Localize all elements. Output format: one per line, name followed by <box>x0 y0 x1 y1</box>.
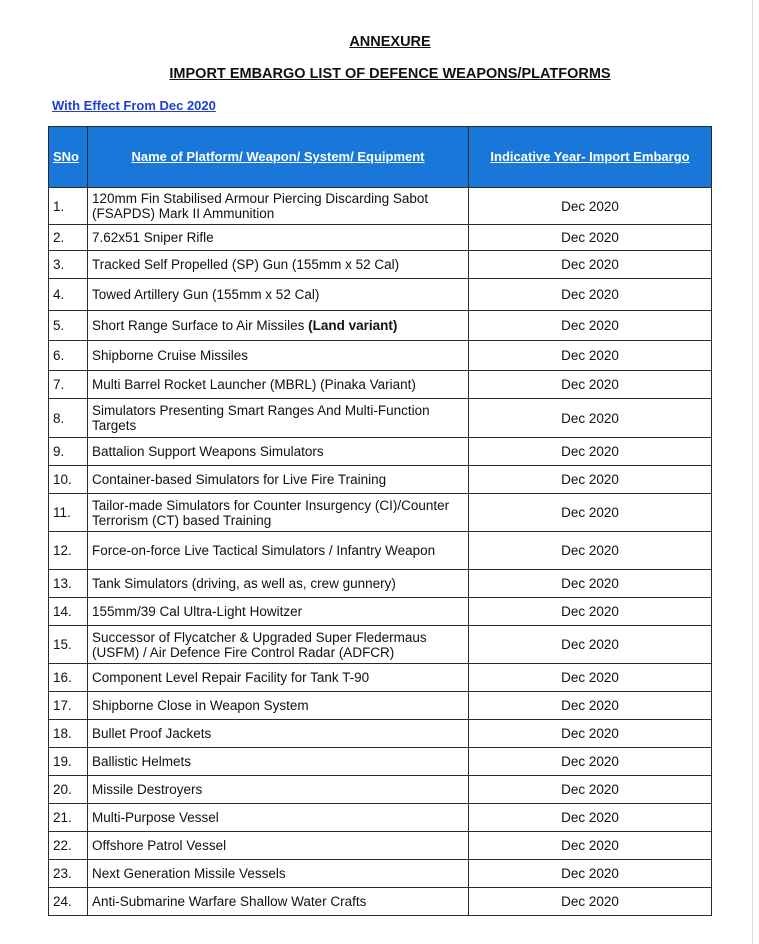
row-year: Dec 2020 <box>469 532 712 570</box>
row-name: Component Level Repair Facility for Tank T-90 <box>88 664 469 692</box>
table-row <box>49 860 712 888</box>
row-year: Dec 2020 <box>469 371 712 399</box>
row-sn: 20. <box>49 776 88 804</box>
row-year: Dec 2020 <box>469 279 712 311</box>
row-sn: 16. <box>49 664 88 692</box>
table-row <box>49 279 712 311</box>
row-sn: 23. <box>49 860 88 888</box>
row-year: Dec 2020 <box>469 832 712 860</box>
row-year: Dec 2020 <box>469 692 712 720</box>
row-name: Tank Simulators (driving, as well as, crew gunnery) <box>88 570 469 598</box>
row-name: Multi Barrel Rocket Launcher (MBRL) (Pinaka Variant) <box>88 371 469 399</box>
table-row <box>49 251 712 279</box>
row-year: Dec 2020 <box>469 399 712 438</box>
row-name: 7.62x51 Sniper Rifle <box>88 225 469 251</box>
row-year: Dec 2020 <box>469 438 712 466</box>
table-row <box>49 570 712 598</box>
row-name: Multi-Purpose Vessel <box>88 804 469 832</box>
table-row <box>49 311 712 341</box>
row-year: Dec 2020 <box>469 494 712 532</box>
row-year: Dec 2020 <box>469 776 712 804</box>
row-sn: 22. <box>49 832 88 860</box>
row-year: Dec 2020 <box>469 748 712 776</box>
table-row <box>49 804 712 832</box>
table-row <box>49 598 712 626</box>
header-name: Name of Platform/ Weapon/ System/ Equipment <box>88 127 469 188</box>
row-year: Dec 2020 <box>469 720 712 748</box>
row-name-text: Short Range Surface to Air Missiles <box>92 318 309 333</box>
row-name: Anti-Submarine Warfare Shallow Water Crafts <box>88 888 469 916</box>
table-row <box>49 188 712 225</box>
row-name: 120mm Fin Stabilised Armour Piercing Discarding Sabot (FSAPDS) Mark II Ammunition <box>88 188 469 225</box>
row-sn: 1. <box>49 188 88 225</box>
row-name: Battalion Support Weapons Simulators <box>88 438 469 466</box>
table-header-row <box>49 127 712 188</box>
page-title: ANNEXURE <box>349 34 431 50</box>
row-sn: 3. <box>49 251 88 279</box>
row-name: Next Generation Missile Vessels <box>88 860 469 888</box>
table-row <box>49 341 712 371</box>
row-year: Dec 2020 <box>469 311 712 341</box>
row-sn: 15. <box>49 626 88 664</box>
row-sn: 8. <box>49 399 88 438</box>
table-row <box>49 494 712 532</box>
row-year: Dec 2020 <box>469 598 712 626</box>
table-row <box>49 748 712 776</box>
table-row <box>49 466 712 494</box>
table-row <box>49 626 712 664</box>
table-row <box>49 692 712 720</box>
table-row <box>49 532 712 570</box>
row-name: Successor of Flycatcher & Upgraded Super Fledermaus (USFM) / Air Defence Fire Control Radar (ADFCR) <box>88 626 469 664</box>
page-edge <box>752 0 753 944</box>
table-row <box>49 888 712 916</box>
row-name: Offshore Patrol Vessel <box>88 832 469 860</box>
row-year: Dec 2020 <box>469 225 712 251</box>
row-name: Force-on-force Live Tactical Simulators / Infantry Weapon <box>88 532 469 570</box>
row-year: Dec 2020 <box>469 466 712 494</box>
row-sn: 2. <box>49 225 88 251</box>
row-sn: 4. <box>49 279 88 311</box>
row-sn: 21. <box>49 804 88 832</box>
row-name: Tracked Self Propelled (SP) Gun (155mm x 52 Cal) <box>88 251 469 279</box>
row-year: Dec 2020 <box>469 626 712 664</box>
row-sn: 5. <box>49 311 88 341</box>
page-subtitle: IMPORT EMBARGO LIST OF DEFENCE WEAPONS/PLATFORMS <box>169 66 611 82</box>
row-name: Ballistic Helmets <box>88 748 469 776</box>
row-year: Dec 2020 <box>469 664 712 692</box>
row-sn: 11. <box>49 494 88 532</box>
row-sn: 12. <box>49 532 88 570</box>
row-sn: 7. <box>49 371 88 399</box>
row-year: Dec 2020 <box>469 251 712 279</box>
row-sn: 9. <box>49 438 88 466</box>
row-sn: 14. <box>49 598 88 626</box>
embargo-table <box>48 126 712 916</box>
table-row <box>49 225 712 251</box>
row-sn: 18. <box>49 720 88 748</box>
row-year: Dec 2020 <box>469 888 712 916</box>
table-row <box>49 664 712 692</box>
table-row <box>49 371 712 399</box>
row-year: Dec 2020 <box>469 188 712 225</box>
header-sn: SNo <box>49 127 88 188</box>
row-name: 155mm/39 Cal Ultra-Light Howitzer <box>88 598 469 626</box>
row-sn: 13. <box>49 570 88 598</box>
row-name <box>88 311 469 341</box>
row-name: Shipborne Close in Weapon System <box>88 692 469 720</box>
row-name: Bullet Proof Jackets <box>88 720 469 748</box>
row-sn: 19. <box>49 748 88 776</box>
row-year: Dec 2020 <box>469 570 712 598</box>
row-name: Container-based Simulators for Live Fire Training <box>88 466 469 494</box>
table-row <box>49 832 712 860</box>
header-year: Indicative Year- Import Embargo <box>469 127 712 188</box>
row-year: Dec 2020 <box>469 804 712 832</box>
row-name: Towed Artillery Gun (155mm x 52 Cal) <box>88 279 469 311</box>
row-sn: 17. <box>49 692 88 720</box>
row-name: Simulators Presenting Smart Ranges And Multi-Function Targets <box>88 399 469 438</box>
row-year: Dec 2020 <box>469 341 712 371</box>
row-name-bold: (Land variant) <box>308 318 398 333</box>
effective-date: With Effect From Dec 2020 <box>52 98 216 113</box>
row-sn: 6. <box>49 341 88 371</box>
table-row <box>49 399 712 438</box>
row-name: Missile Destroyers <box>88 776 469 804</box>
row-name: Shipborne Cruise Missiles <box>88 341 469 371</box>
row-sn: 24. <box>49 888 88 916</box>
table-row <box>49 438 712 466</box>
row-name: Tailor-made Simulators for Counter Insurgency (CI)/Counter Terrorism (CT) based Training <box>88 494 469 532</box>
table-row <box>49 720 712 748</box>
table-row <box>49 776 712 804</box>
row-sn: 10. <box>49 466 88 494</box>
row-year: Dec 2020 <box>469 860 712 888</box>
